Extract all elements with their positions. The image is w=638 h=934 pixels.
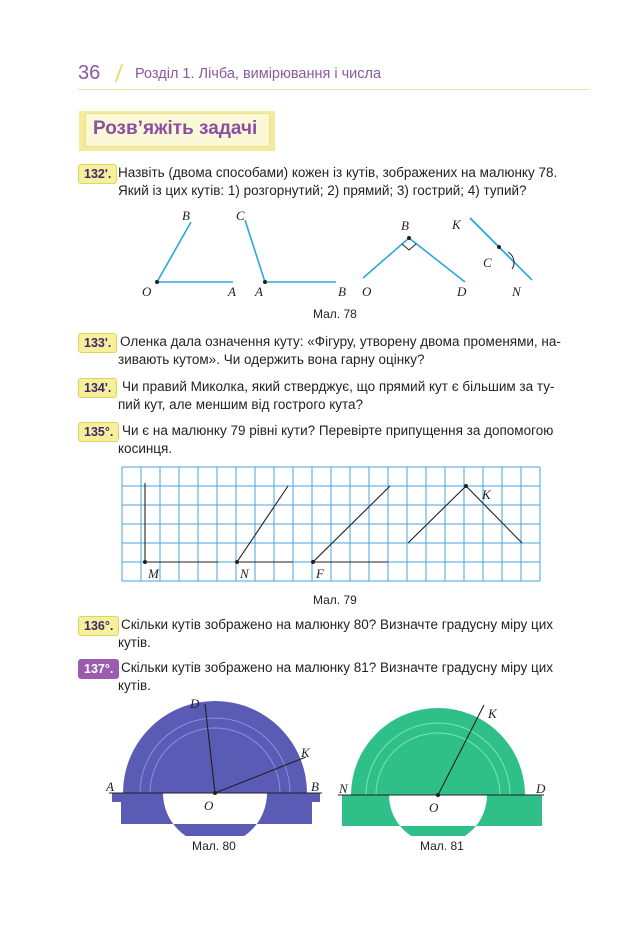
problem-text-line: пий кут, але меншим від гострого кута?	[118, 397, 364, 412]
point-label: D	[190, 696, 200, 711]
point-label: D	[536, 781, 546, 796]
point-label: O	[204, 798, 214, 813]
ray-cn	[470, 218, 532, 280]
problem-text-line: Скільки кутів зображено на малюнку 81? Визначте градусну міру цих	[121, 660, 554, 675]
ray-ac	[245, 220, 265, 282]
figure-79	[118, 466, 544, 584]
problem-text-line: кутів.	[118, 678, 151, 693]
vertex-dot	[311, 560, 315, 564]
vertex-dot	[464, 484, 468, 488]
problem-text-line: Скільки кутів зображено на малюнку 80? Визначте градусну міру цих	[121, 617, 554, 632]
point-label: O	[429, 800, 439, 815]
vertex-dot	[436, 793, 440, 797]
point-label: B	[182, 208, 190, 223]
section-title: Розв’яжіть задачі	[93, 118, 258, 139]
problem-text-line: Назвіть (двома способами) кожен із кутів, зображених на малюнку 78.	[118, 165, 558, 180]
figure-caption: Мал. 78	[313, 307, 357, 321]
problem-text-line: Який із цих кутів: 1) розгорнутий; 2) прямий; 3) гострий; 4) тупий?	[118, 183, 527, 198]
problem-number: 134'.	[78, 378, 117, 398]
point-label: A	[106, 779, 114, 794]
problem-text-line: косинця.	[118, 441, 173, 456]
protractor-blue	[112, 701, 320, 836]
problem-text-line: Чи правий Миколка, який стверджує, що прямий кут є більшим за ту-	[122, 379, 555, 394]
figure-caption: Мал. 80	[192, 839, 236, 853]
vertex-dot	[155, 280, 159, 284]
vertex-dot	[213, 791, 217, 795]
header-rule	[78, 89, 590, 90]
angle-m	[145, 483, 218, 562]
vertex-dot	[235, 560, 239, 564]
chapter-title: Розділ 1. Лічба, вимірювання і числа	[135, 66, 382, 82]
protractor-green	[342, 708, 542, 836]
point-label: O	[362, 284, 372, 299]
figure-caption: Мал. 79	[313, 593, 357, 607]
problem-number: 136°.	[78, 616, 119, 636]
point-label: K	[482, 487, 491, 502]
problem-text-line: Чи є на малюнку 79 рівні кути? Перевірте припущення за допомогою	[122, 423, 554, 438]
point-label: A	[228, 284, 236, 299]
point-label: O	[142, 284, 152, 299]
ray-ob	[157, 222, 191, 282]
right-angle-mark	[402, 244, 416, 250]
point-label: D	[457, 284, 467, 299]
figure-caption: Мал. 81	[420, 839, 464, 853]
problem-text-line: зивають кутом». Чи одержить вона гарну оцінку?	[118, 352, 425, 367]
point-label: K	[452, 217, 461, 232]
problem-number: 132'.	[78, 164, 117, 184]
point-label: N	[512, 284, 521, 299]
figure-78	[120, 205, 540, 300]
vertex-dot	[497, 245, 501, 249]
problem-text-line: кутів.	[118, 635, 151, 650]
point-label: F	[316, 566, 324, 581]
problem-number: 135°.	[78, 422, 119, 442]
ray-bd	[409, 238, 465, 282]
grid	[122, 467, 540, 581]
point-label: B	[311, 779, 319, 794]
vertex-dot	[143, 560, 147, 564]
point-label: N	[339, 781, 348, 796]
page-number: 36	[78, 62, 101, 84]
figure-80	[104, 694, 336, 836]
point-label: M	[148, 566, 159, 581]
vertex-dot	[407, 236, 411, 240]
point-label: N	[240, 566, 249, 581]
point-label: C	[483, 255, 492, 270]
point-label: A	[255, 284, 263, 299]
point-label: K	[488, 706, 497, 721]
point-label: B	[401, 218, 409, 233]
point-label: C	[236, 208, 245, 223]
point-label: B	[338, 284, 346, 299]
header-divider	[115, 64, 124, 82]
figure-81	[336, 696, 552, 836]
point-label: K	[301, 745, 310, 760]
angle-k	[408, 486, 522, 543]
vertex-dot	[263, 280, 267, 284]
problem-number: 133'.	[78, 333, 117, 353]
problem-number: 137°.	[78, 659, 119, 679]
problem-text-line: Оленка дала означення куту: «Фігуру, утворену двома променями, на-	[120, 334, 561, 349]
